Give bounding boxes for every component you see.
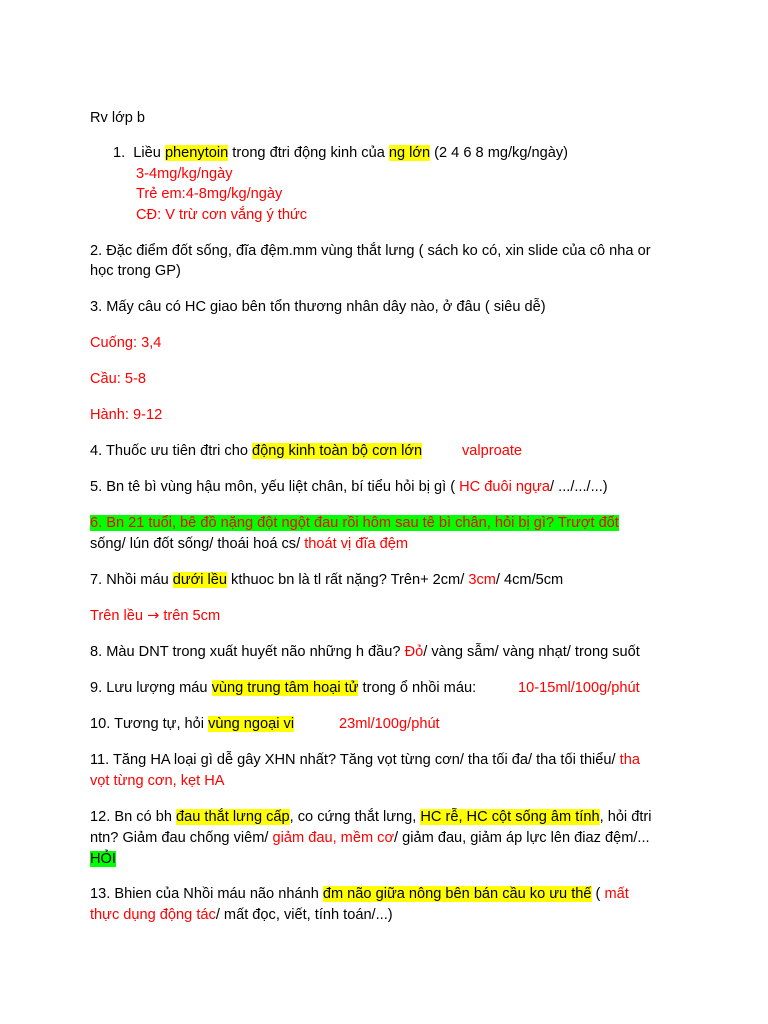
q7-line: [90, 570, 563, 590]
q1-answer-1: 3-4mg/kg/ngày: [136, 166, 233, 182]
q5-text: / .../.../...): [550, 479, 608, 495]
q10-line: [90, 714, 294, 734]
q10-answer: 23ml/100g/phút: [339, 716, 440, 732]
q13-text: / mất đọc, viết, tính toán/...): [215, 907, 393, 923]
q5-text: 5. Bn tê bì vùng hậu môn, yếu liệt chân, bí tiểu hỏi bị gì (: [90, 479, 460, 495]
q8-line: [90, 642, 640, 662]
q8-text: 8. Màu DNT trong xuất huyết não những h đầu?: [90, 644, 405, 660]
q7-note-text: Trên lều: [90, 608, 148, 624]
q12-line-1: [90, 807, 652, 827]
q13-answer: thực dụng động tác: [90, 907, 216, 923]
q4-highlight: động kinh toàn bộ cơn lớn: [252, 443, 423, 459]
q1-highlight-adult: ng lớn: [388, 145, 431, 161]
q6-highlight-green: 6. Bn 21 tuổi, bê đồ nặng đột ngột đau rồi hôm sau tê bì chân, hỏi bị gì? Trượt đốt: [90, 515, 619, 531]
q2-line-1: 2. Đặc điểm đốt sống, đĩa đệm.mm vùng thắt lưng ( sách ko có, xin slide của cô nha or: [90, 243, 651, 259]
q1-highlight-phenytoin: phenytoin: [164, 145, 229, 161]
q5-line: [90, 477, 608, 497]
q4-answer: valproate: [462, 443, 523, 459]
q13-line-1: [90, 884, 629, 904]
doc-title: Rv lớp b: [90, 110, 145, 126]
q12-highlight-2: HC rễ, HC cột sống âm tính: [420, 809, 600, 825]
q12-highlight-green: HỎI: [90, 851, 116, 867]
q13-answer: mất: [604, 886, 629, 902]
q3-answer-1: Cuống: 3,4: [90, 335, 162, 351]
q5-answer: HC đuôi ngựa: [459, 479, 551, 495]
q11-answer: tha: [619, 752, 640, 768]
q3-answer-2: Cầu: 5-8: [90, 371, 146, 387]
arrow-right-icon: →: [147, 607, 160, 624]
q13-highlight: đm não giữa nông bên bán cầu ko ưu thế: [322, 886, 592, 902]
q12-text: 12. Bn có bh: [90, 809, 177, 825]
q4-text: 4. Thuốc ưu tiên đtri cho: [90, 443, 253, 459]
q9-highlight: vùng trung tâm hoại tử: [211, 680, 359, 696]
q10-highlight: vùng ngoại vi: [208, 716, 295, 732]
q7-note-text: trên 5cm: [159, 608, 221, 624]
q1-text: Liều: [133, 145, 165, 161]
q1-number: 1.: [113, 145, 126, 161]
q12-text: , co cứng thắt lưng,: [289, 809, 421, 825]
q3-line: 3. Mấy câu có HC giao bên tổn thương nhân dây nào, ở đâu ( siêu dễ): [90, 299, 546, 315]
q8-text: / vàng sẫm/ vàng nhạt/ trong suốt: [423, 644, 640, 660]
q12-highlight-1: đau thắt lưng cấp: [176, 809, 290, 825]
q11-line-1: [90, 750, 640, 770]
q2-line-2: học trong GP): [90, 263, 181, 279]
q1-text: (2 4 6 8 mg/kg/ngày): [430, 145, 568, 161]
q12-answer: giảm đau, mềm cơ: [272, 830, 395, 846]
q13-line-2: [90, 905, 393, 925]
q4-line: [90, 441, 422, 461]
q6-text: sống/ lún đốt sống/ thoái hoá cs/: [90, 536, 305, 552]
q9-answer: 10-15ml/100g/phút: [518, 680, 640, 696]
q12-line-2: [90, 828, 650, 848]
q1-answer-2: Trẻ em:4-8mg/kg/ngày: [136, 186, 283, 202]
q9-text: trong ổ nhồi máu:: [358, 680, 477, 696]
q7-highlight: dưới lều: [172, 572, 227, 588]
q13-text: 13. Bhien của Nhồi máu não nhánh: [90, 886, 323, 902]
q1-text: trong đtri động kinh của: [228, 145, 389, 161]
q9-line: [90, 678, 476, 698]
q7-answer: 3cm: [468, 572, 496, 588]
q13-text: (: [591, 886, 605, 902]
q6-line-2: [90, 534, 408, 554]
q9-text: 9. Lưu lượng máu: [90, 680, 212, 696]
q11-text: 11. Tăng HA loại gì dễ gây XHN nhất? Tăng vọt từng cơn/ tha tối đa/ tha tối thiểu/: [90, 752, 620, 768]
q12-text: , hỏi đtri: [599, 809, 652, 825]
q6-line-1: [90, 513, 619, 533]
q10-text: 10. Tương tự, hỏi: [90, 716, 209, 732]
q6-answer: thoát vị đĩa đệm: [304, 536, 409, 552]
q7-note: [90, 606, 220, 626]
q1-answer-3: CĐ: V trừ cơn vắng ý thức: [136, 207, 308, 223]
q7-text: / 4cm/5cm: [495, 572, 564, 588]
q1-line: [113, 143, 568, 163]
q12-text: / giảm đau, giảm áp lực lên điaz đệm/...: [394, 830, 650, 846]
q12-line-3: [90, 849, 116, 869]
q12-text: ntn? Giảm đau chống viêm/: [90, 830, 273, 846]
q3-answer-3: Hành: 9-12: [90, 407, 163, 423]
q7-text: 7. Nhồi máu: [90, 572, 173, 588]
q11-line-2: vọt từng cơn, kẹt HA: [90, 773, 225, 789]
q8-answer: Đỏ: [404, 644, 424, 660]
q7-text: kthuoc bn là tl rất nặng? Trên+ 2cm/: [226, 572, 469, 588]
